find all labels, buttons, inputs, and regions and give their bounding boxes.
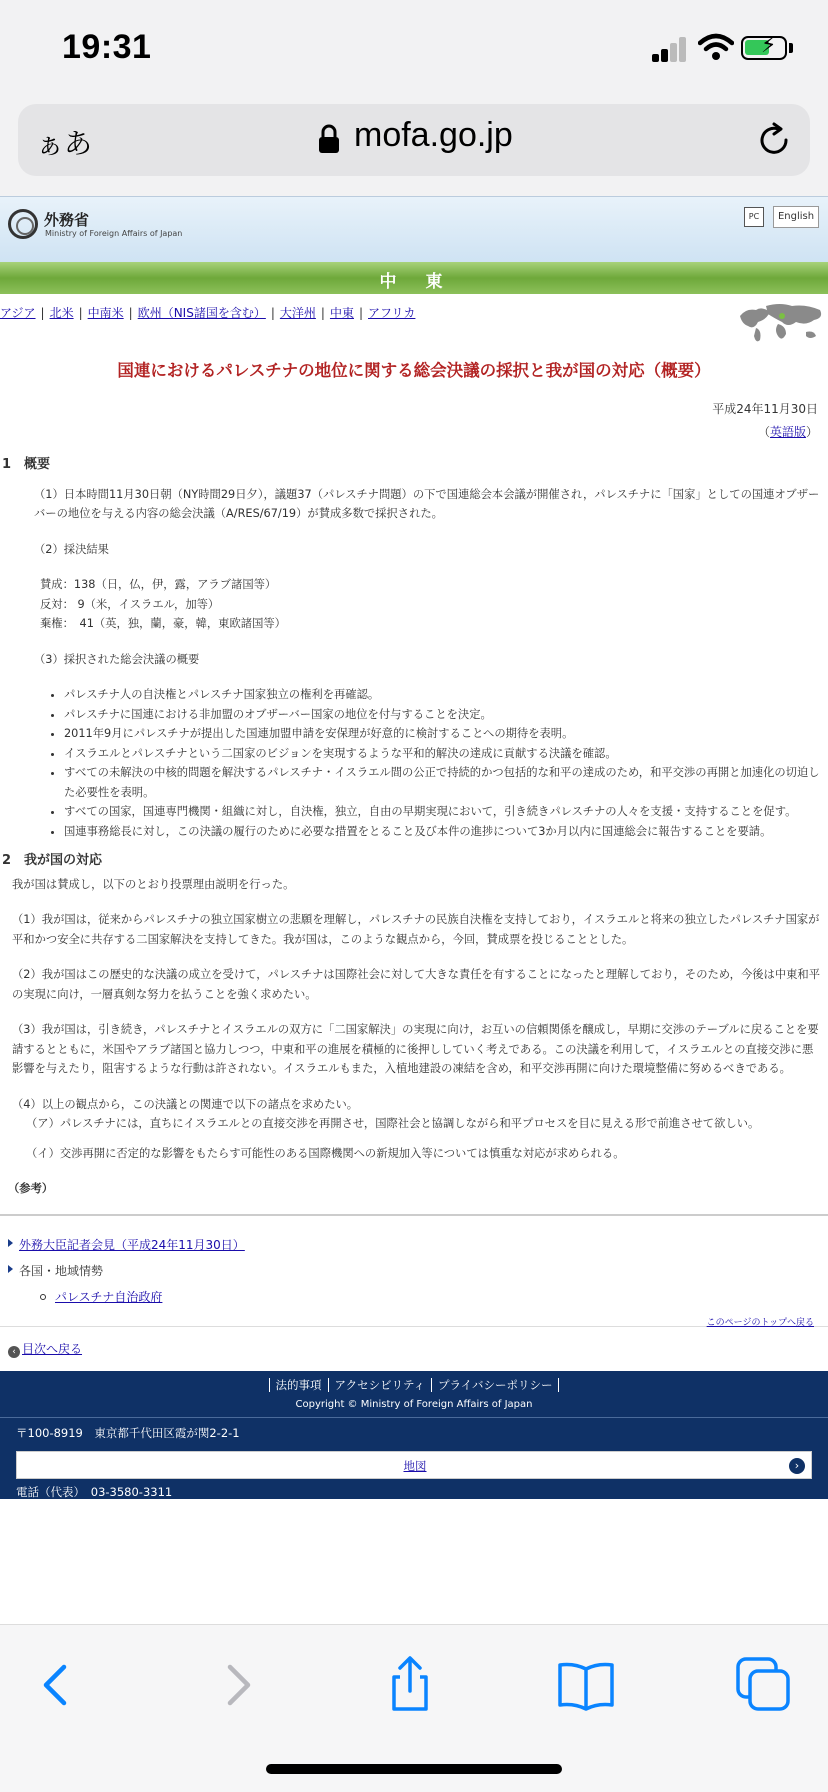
footer-links — [0, 1377, 828, 1393]
share-icon[interactable] — [380, 1655, 440, 1715]
map-link[interactable]: 地図 — [403, 1459, 427, 1473]
bullet-triangle-icon — [8, 1265, 13, 1273]
site-footer — [0, 1371, 828, 1499]
paragraph: 我が国は賛成し，以下のとおり投票理由説明を行った。 — [12, 877, 295, 891]
back-to-index — [8, 1340, 82, 1358]
paragraph: （3）採択された総会決議の概要 — [34, 652, 200, 666]
chevron-right-icon: › — [789, 1458, 805, 1474]
regions-nav: アジア | 北米 | 中南米 | 欧州（NIS諸国を含む） | 大洋州 | 中東 | アフリカ — [0, 306, 416, 320]
region-link[interactable]: 欧州（NIS諸国を含む） — [137, 306, 266, 320]
wifi-icon — [698, 33, 734, 61]
footer-link[interactable]: アクセシビリティ — [328, 1378, 432, 1392]
divider — [0, 1326, 828, 1327]
reload-icon[interactable] — [756, 122, 792, 158]
world-map-icon — [736, 300, 826, 346]
english-version-link-wrap: （英語版） — [757, 425, 818, 439]
status-time: 19:31 — [62, 28, 152, 66]
paragraph: （3）我が国は，引き続き，パレスチナとイスラエルの双方に「二国家解決」の実現に向け，お互いの信頼関係を醸成し，早期に交渉のテーブルに戻ることを要請するとともに，米国やアラブ諸国と協力しつつ，中東和平の進展を積極的に後押ししていく考えである。この決議を利用して，イスラエルとの直接交渉に悪影響を与えたり，阻害するような行動は許されない。イスラエルもまた，入植地建設の凍結を含め，和平交渉再開に向けた環境整備に努めるべきである。 — [12, 1023, 819, 1075]
region-link[interactable]: アジア — [0, 306, 36, 320]
section-heading: 1 概要 — [2, 457, 51, 472]
region-link[interactable]: 大洋州 — [279, 306, 316, 320]
address: 〒100-8919 東京都千代田区霞が関2-2-1 — [16, 1426, 240, 1440]
status-bar — [0, 0, 828, 96]
tabs-icon[interactable] — [734, 1655, 794, 1715]
pc-version-button[interactable]: PC — [744, 207, 764, 227]
site-name[interactable]: 外務省 — [44, 211, 90, 229]
bookmarks-icon[interactable] — [556, 1655, 616, 1715]
mofa-logo-icon[interactable] — [8, 209, 38, 239]
region-title: 中 東 — [379, 272, 449, 292]
footer-link[interactable]: 法的事項 — [269, 1378, 328, 1392]
reference-item: 各国・地域情勢 — [19, 1264, 104, 1278]
page-top-link[interactable]: このページのトップへ戻る — [706, 1318, 814, 1328]
url-text[interactable]: mofa.go.jp — [354, 116, 513, 154]
bullet-triangle-icon — [8, 1239, 13, 1247]
reference-list — [8, 1232, 245, 1310]
region-link[interactable]: 中東 — [329, 306, 354, 320]
home-indicator[interactable] — [266, 1764, 562, 1774]
region-link[interactable]: アフリカ — [368, 306, 416, 320]
article-body — [0, 455, 828, 1199]
phone-number: 電話（代表） 03-3580-3311 — [16, 1485, 173, 1499]
back-to-index-link[interactable]: 目次へ戻る — [22, 1342, 83, 1356]
list-item: • パレスチナに国連における非加盟のオブザーバー国家の地位を付与することを決定。 — [64, 705, 820, 725]
section-heading: 2 我が国の対応 — [2, 853, 103, 868]
footer-link[interactable]: プライバシーポリシー — [431, 1378, 559, 1392]
region-title-bar — [0, 262, 828, 294]
paragraph: （2）採決結果 — [34, 542, 109, 556]
press-conference-link[interactable]: 外務大臣記者会見（平成24年11月30日） — [19, 1238, 245, 1252]
list-item: • 2011年9月にパレスチナが提出した国連加盟申請を安保理が好意的に検討することへの期待を表明。 — [64, 724, 820, 744]
palestinian-authority-link[interactable]: パレスチナ自治政府 — [55, 1290, 163, 1304]
list-item: • 国連事務総長に対し，この決議の履行のために必要な措置をとること及び本件の進捗について3か月以内に国連総会に報告することを要請。 — [64, 822, 820, 842]
vote-yes: 賛成：138（日，仏，伊，露，アラブ諸国等） — [40, 578, 277, 591]
vote-no: 反対： 9（米，イスラエル，加等） — [40, 597, 220, 611]
list-item: • すべての国家，国連専門機関・組織に対し，自決権，独立，自由の早期実現において，引き続きパレスチナの人々を支援・支持することを促す。 — [64, 802, 820, 822]
copyright: Copyright © Ministry of Foreign Affairs of Japan — [295, 1399, 533, 1410]
paragraph: （イ）交渉再開に否定的な影響をもたらす可能性のある国際機関への新規加入等については慎重な対応が求められる。 — [26, 1146, 625, 1160]
resolution-summary-list — [0, 685, 828, 841]
back-icon[interactable] — [28, 1655, 88, 1715]
paragraph: （ア）パレスチナには，直ちにイスラエルとの直接交渉を再開させ，国際社会と協調しながら和平プロセスを目に見える形で前進させて欲しい。 — [26, 1117, 760, 1130]
forward-icon[interactable] — [206, 1655, 266, 1715]
lock-icon — [318, 124, 340, 154]
english-button[interactable]: English — [773, 206, 819, 228]
cellular-signal-icon — [652, 36, 688, 62]
region-link[interactable]: 北米 — [49, 306, 74, 320]
site-name-en: Ministry of Foreign Affairs of Japan — [45, 229, 183, 238]
bullet-circle-icon — [40, 1294, 46, 1300]
region-link[interactable]: 中南米 — [87, 306, 124, 320]
list-item: • イスラエルとパレスチナという二国家のビジョンを実現するような平和的解決の達成に貢献する決議を確認。 — [64, 744, 820, 764]
publish-date: 平成24年11月30日 — [712, 402, 818, 416]
text-size-button[interactable]: ぁあ — [36, 127, 93, 160]
browser-address-area — [0, 96, 828, 196]
page-title: 国連におけるパレスチナの地位に関する総会決議の採択と我が国の対応（概要） — [117, 361, 711, 380]
vote-abstain: 棄権： 41（英，独，蘭，豪，韓，東欧諸国等） — [40, 617, 286, 630]
paragraph: （4）以上の観点から，この決議との関連で以下の諸点を求めたい。 — [12, 1097, 359, 1111]
paragraph: （1）日本時間11月30日朝（NY時間29日夕），議題37（パレスチナ問題）の下で国連総会本会議が開催され，パレスチナに「国家」としての国連オブザーバーの地位を与える内容の総会決議（A/RES/67/19）が賛成多数で採択された。 — [34, 487, 820, 520]
back-arrow-icon: ‹ — [8, 1346, 20, 1358]
site-header — [0, 196, 828, 262]
battery-icon: ⚡ — [741, 36, 787, 60]
reference-heading: （参考） — [8, 1182, 54, 1195]
address-bar[interactable] — [18, 104, 810, 176]
list-item: • パレスチナ人の自決権とパレスチナ国家独立の権利を再確認。 — [64, 685, 820, 705]
paragraph: （2）我が国はこの歴史的な決議の成立を受けて，パレスチナは国際社会に対して大きな責任を有することになったと理解しており，そのため，今後は中東和平の実現に向け，一層真剣な努力を払うことを強く求めたい。 — [12, 968, 821, 1001]
list-item: • すべての未解決の中核的問題を解決するパレスチナ・イスラエル間の公正で持続的かつ包括的な和平の達成のため，和平交渉の再開と加速化の切迫した必要性を表明。 — [64, 763, 820, 802]
divider — [0, 1214, 828, 1216]
english-version-link[interactable]: 英語版 — [769, 425, 806, 439]
map-button[interactable] — [16, 1451, 812, 1479]
paragraph: （1）我が国は，従来からパレスチナの独立国家樹立の悲願を理解し，パレスチナの民族自決権を支持しており，イスラエルと将来の独立したパレスチナ国家が平和かつ安全に共存する二国家解決を支持してきた。我が国は，このような観点から，今回，賛成票を投じることとした。 — [12, 913, 820, 946]
